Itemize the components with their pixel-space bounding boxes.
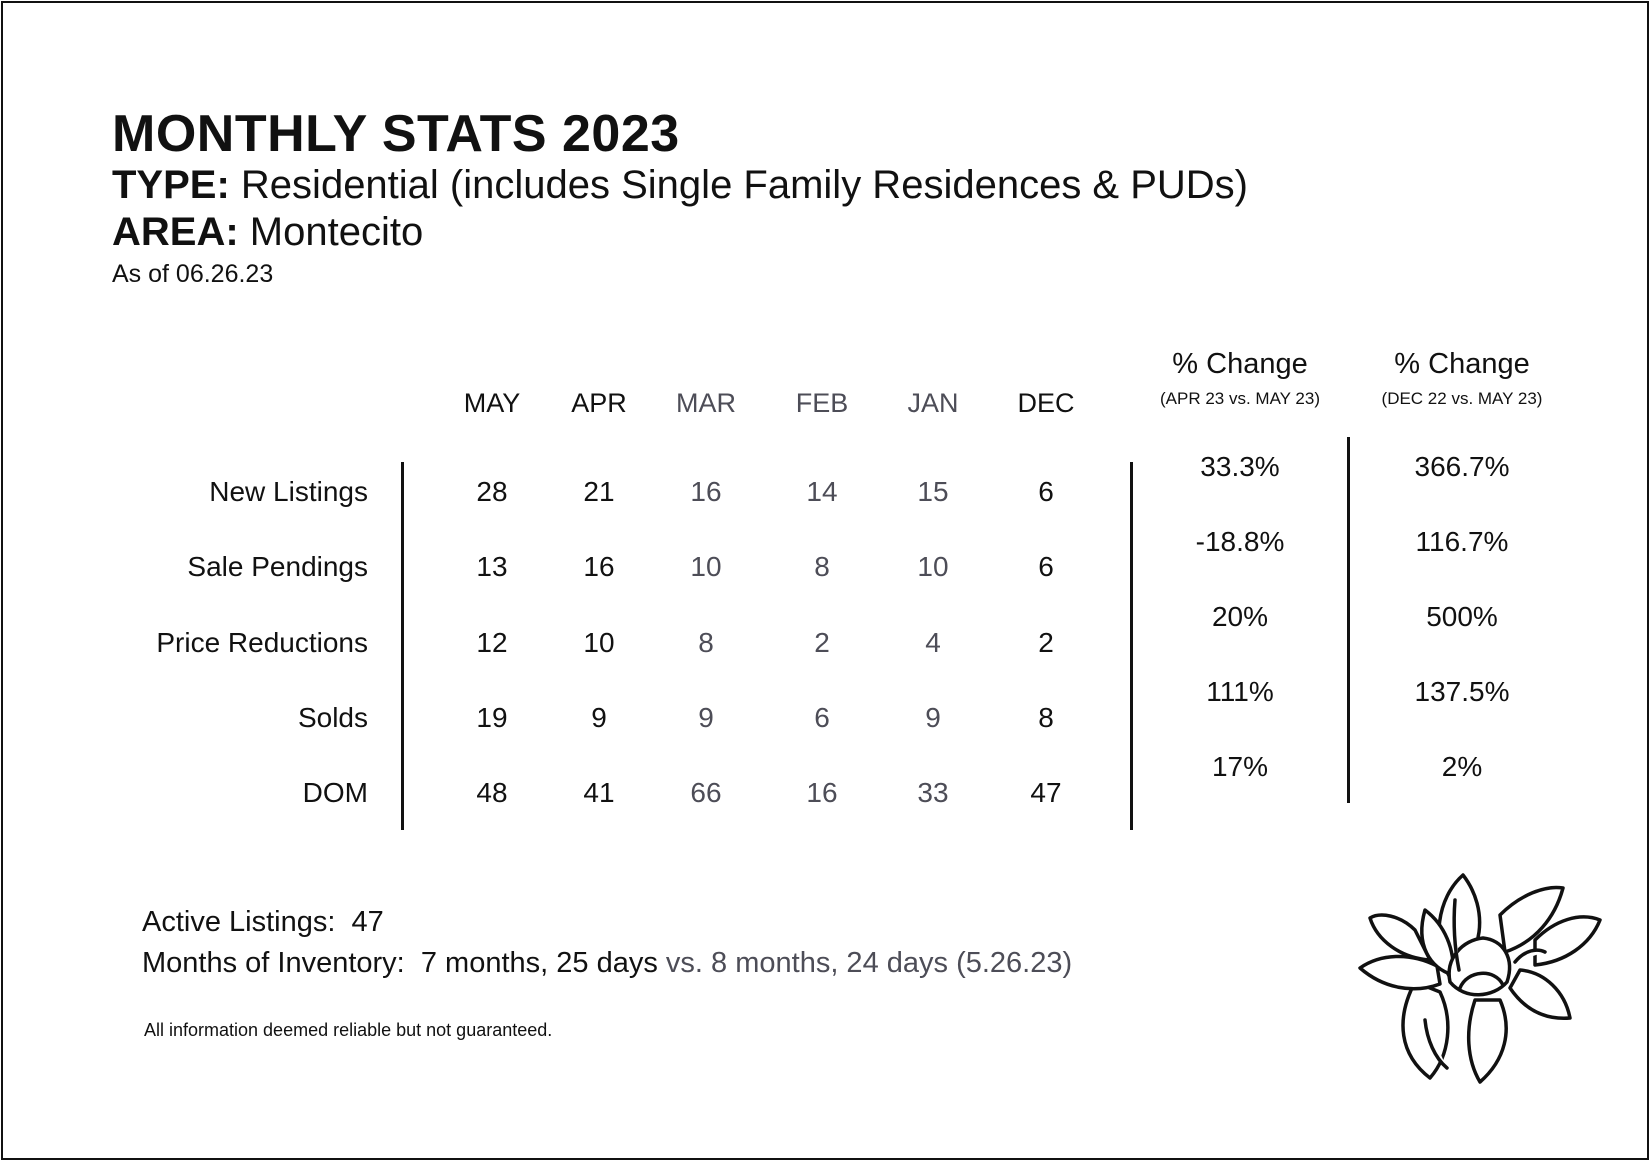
area-value: Montecito	[249, 210, 424, 254]
table-cell: 8	[814, 551, 830, 582]
pct-change-header-2: % Change	[1394, 348, 1530, 380]
table-cell: 10	[690, 551, 722, 582]
label-divider-line	[401, 462, 404, 830]
table-cell: 47	[1030, 777, 1062, 808]
row-label-price-reductions: Price Reductions	[156, 627, 368, 658]
pct-change-dec-may: 116.7%	[1415, 526, 1509, 557]
table-cell: 2	[814, 627, 830, 658]
pct-change-subheader-1: (APR 23 vs. MAY 23)	[1160, 389, 1320, 408]
table-cell: 6	[814, 702, 830, 733]
pct-change-apr-may: 111%	[1206, 676, 1274, 707]
table-cell: 6	[1038, 476, 1054, 507]
area-line	[112, 210, 423, 255]
row-label-sale-pendings: Sale Pendings	[187, 551, 368, 582]
pct-change-header-1: % Change	[1172, 348, 1308, 380]
pct-divider-line	[1347, 437, 1350, 803]
table-cell: 16	[690, 476, 722, 507]
month-header-mar: MAR	[676, 388, 736, 418]
table-cell: 8	[698, 627, 714, 658]
table-cell: 15	[917, 476, 949, 507]
inventory-label: Months of Inventory:	[142, 947, 405, 979]
table-cell: 16	[806, 777, 838, 808]
as-of-date: As of 06.26.23	[112, 260, 274, 288]
table-cell: 8	[1038, 702, 1054, 733]
table-cell: 10	[583, 627, 615, 658]
page-title: MONTHLY STATS 2023	[112, 105, 680, 163]
table-cell: 33	[917, 777, 949, 808]
table-cell: 9	[591, 702, 607, 733]
inventory-compare: vs. 8 months, 24 days (5.26.23)	[665, 947, 1073, 979]
table-cell: 9	[925, 702, 941, 733]
month-header-apr: APR	[571, 388, 627, 418]
table-cell: 9	[698, 702, 714, 733]
table-cell: 12	[476, 627, 508, 658]
magnolia-flower-icon	[1355, 870, 1605, 1085]
type-value: Residential (includes Single Family Residences & PUDs)	[240, 163, 1248, 207]
active-listings-label: Active Listings:	[142, 906, 336, 938]
type-line	[112, 163, 1248, 208]
row-label-new-listings: New Listings	[209, 476, 368, 507]
table-cell: 16	[583, 551, 615, 582]
month-header-dec: DEC	[1017, 388, 1075, 418]
table-cell: 19	[476, 702, 508, 733]
active-listings-line	[142, 906, 384, 939]
pct-change-apr-may: 33.3%	[1200, 451, 1280, 482]
table-cell: 48	[476, 777, 508, 808]
petal	[1469, 1000, 1506, 1082]
disclaimer: All information deemed reliable but not guaranteed.	[144, 1020, 553, 1040]
pct-change-apr-may: 17%	[1211, 751, 1269, 782]
pct-change-apr-may: -18.8%	[1195, 526, 1285, 557]
table-cell: 10	[917, 551, 949, 582]
month-header-feb: FEB	[795, 388, 849, 418]
pct-change-dec-may: 137.5%	[1414, 676, 1510, 707]
type-label: TYPE:	[112, 163, 230, 207]
inventory-line	[142, 947, 1072, 980]
table-cell: 14	[806, 476, 838, 507]
table-cell: 28	[476, 476, 508, 507]
table-cell: 2	[1038, 627, 1054, 658]
active-listings-value: 47	[351, 906, 384, 938]
month-header-jan: JAN	[907, 388, 959, 418]
petal	[1510, 970, 1570, 1018]
table-cell: 41	[583, 777, 615, 808]
pct-change-subheader-2: (DEC 22 vs. MAY 23)	[1381, 389, 1543, 408]
row-label-dom: DOM	[302, 777, 368, 808]
row-label-solds: Solds	[297, 702, 368, 733]
pct-change-dec-may: 366.7%	[1414, 451, 1510, 482]
table-cell: 66	[690, 777, 722, 808]
pct-change-dec-may: 2%	[1441, 751, 1483, 782]
pct-change-dec-may: 500%	[1426, 601, 1498, 632]
table-cell: 6	[1038, 551, 1054, 582]
table-cell: 13	[476, 551, 508, 582]
pct-change-apr-may: 20%	[1211, 601, 1269, 632]
table-cell: 21	[583, 476, 615, 507]
table-cell: 4	[925, 627, 941, 658]
table-divider-line	[1130, 462, 1133, 830]
area-label: AREA:	[112, 210, 239, 254]
inventory-value: 7 months, 25 days	[420, 947, 658, 979]
month-header-may: MAY	[463, 388, 521, 418]
